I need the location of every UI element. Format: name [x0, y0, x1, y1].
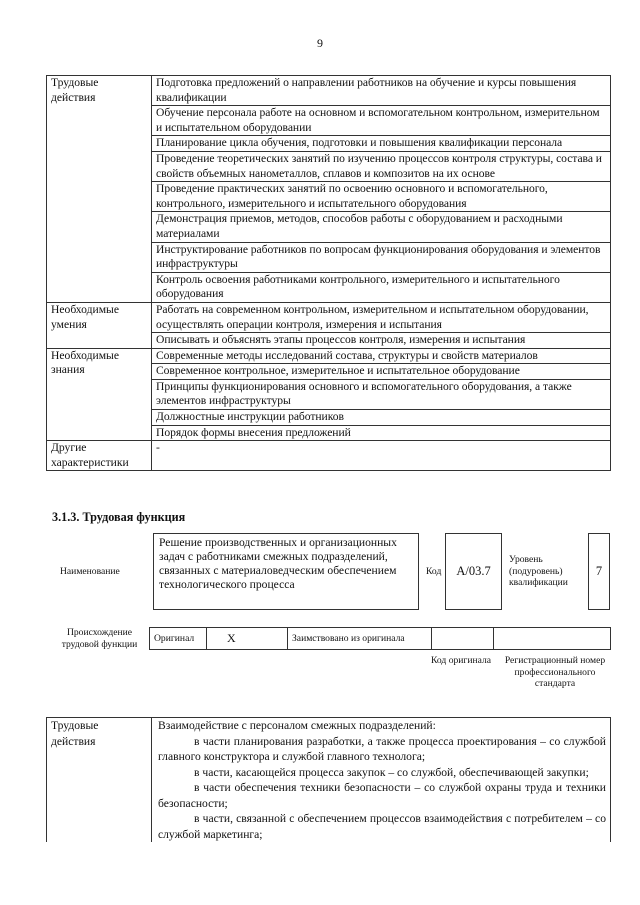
- origin-label: Происхождение трудовой функции: [61, 627, 138, 650]
- table-cell: Планирование цикла обучения, подготовки и повышения квалификации персонала: [152, 136, 611, 152]
- interaction-intro: Взаимодействие с персоналом смежных подразделений:: [158, 719, 436, 732]
- table-cell: Обучение персонала работе на основном и вспомогательном контрольном, измерительном и испытательном оборудовании: [152, 106, 611, 136]
- table-cell: Современное контрольное, измерительное и испытательное оборудование: [152, 364, 611, 380]
- table-cell: Принципы функционирования основного и вспомогательного оборудования, а также элементов инфраструктуры: [152, 379, 611, 409]
- code-label: Код: [426, 566, 442, 577]
- table-cell: Проведение теоретических занятий по изучению процессов контроля структуры, состава и свойств объемных нанометаллов, сплавов и композитов на их основе: [152, 151, 611, 181]
- list-item: в части, касающейся процесса закупок – со службой, обеспечивающей закупки;: [194, 765, 589, 779]
- list-item: в части планирования разработки, а также процесса проектирования – со службой главного конструктора и службой главного технолога;: [158, 734, 606, 763]
- list-item: в части обеспечения техники безопасности – со службой охраны труда и техники безопасности;: [158, 781, 606, 810]
- category-label: Другие характеристики: [47, 441, 152, 471]
- category-label: Необходимые знания: [47, 348, 152, 441]
- labor-actions-table: [46, 75, 611, 471]
- table-row: [47, 348, 611, 364]
- table-cell: Проведение практических занятий по освоению основного и вспомогательного, контрольного, измерительного и испытательного оборудования: [152, 182, 611, 212]
- list-item: в части, связанной с обеспечением процессов взаимодействия с потребителем – со службой маркетинга;: [158, 812, 606, 841]
- original-code-cell: [432, 628, 494, 650]
- category-label: Трудовые действия: [47, 76, 152, 303]
- registration-number-caption: Регистрационный номер профессионального стандарта: [504, 655, 606, 689]
- table-cell: Демонстрация приемов, методов, способов работы с оборудованием и расходными материалами: [152, 212, 611, 242]
- table-cell: Инструктирование работников по вопросам функционирования оборудования и элементов инфраструктуры: [152, 242, 611, 272]
- table-cell: -: [152, 441, 611, 471]
- table-cell: Современные методы исследований состава, структуры и свойств материалов: [152, 348, 611, 364]
- category-label: Трудовые действия: [47, 718, 152, 843]
- table-cell: Должностные инструкции работников: [152, 410, 611, 426]
- table-cell: Порядок формы внесения предложений: [152, 425, 611, 441]
- original-mark: X: [207, 628, 288, 650]
- table-row: [47, 441, 611, 471]
- table-row: [47, 76, 611, 106]
- table-row: [47, 302, 611, 332]
- function-code-box: A/03.7: [445, 533, 502, 610]
- table-cell: Работать на современном контрольном, измерительном и испытательном оборудовании, осуществлять операции контроля, измерения и испытания: [152, 302, 611, 332]
- name-label: Наименование: [60, 566, 120, 577]
- borrowed-label: Заимствовано из оригинала: [288, 628, 432, 650]
- original-code-caption: Код оригинала: [430, 655, 492, 666]
- function-name-box: Решение производственных и организационных задач с работниками смежных подразделений, связанных с материаловедческим обеспечением технологического процесса: [153, 533, 419, 610]
- qualification-level-box: 7: [588, 533, 610, 610]
- category-label: Необходимые умения: [47, 302, 152, 348]
- original-label: Оригинал: [150, 628, 207, 650]
- origin-table: [149, 627, 611, 650]
- page-number: 9: [317, 36, 323, 50]
- labor-actions-table-2: [46, 717, 611, 842]
- qualification-level-label: Уровень (подуровень) квалификации: [509, 554, 568, 588]
- table-cell: Подготовка предложений о направлении работников на обучение и курсы повышения квалификации: [152, 76, 611, 106]
- table-cell: Описывать и объяснять этапы процессов контроля, измерения и испытания: [152, 333, 611, 349]
- section-title: 3.1.3. Трудовая функция: [52, 510, 186, 524]
- table-cell: Контроль освоения работниками контрольного, измерительного и испытательного оборудования: [152, 272, 611, 302]
- interaction-description: [152, 718, 611, 843]
- registration-number-cell: [494, 628, 611, 650]
